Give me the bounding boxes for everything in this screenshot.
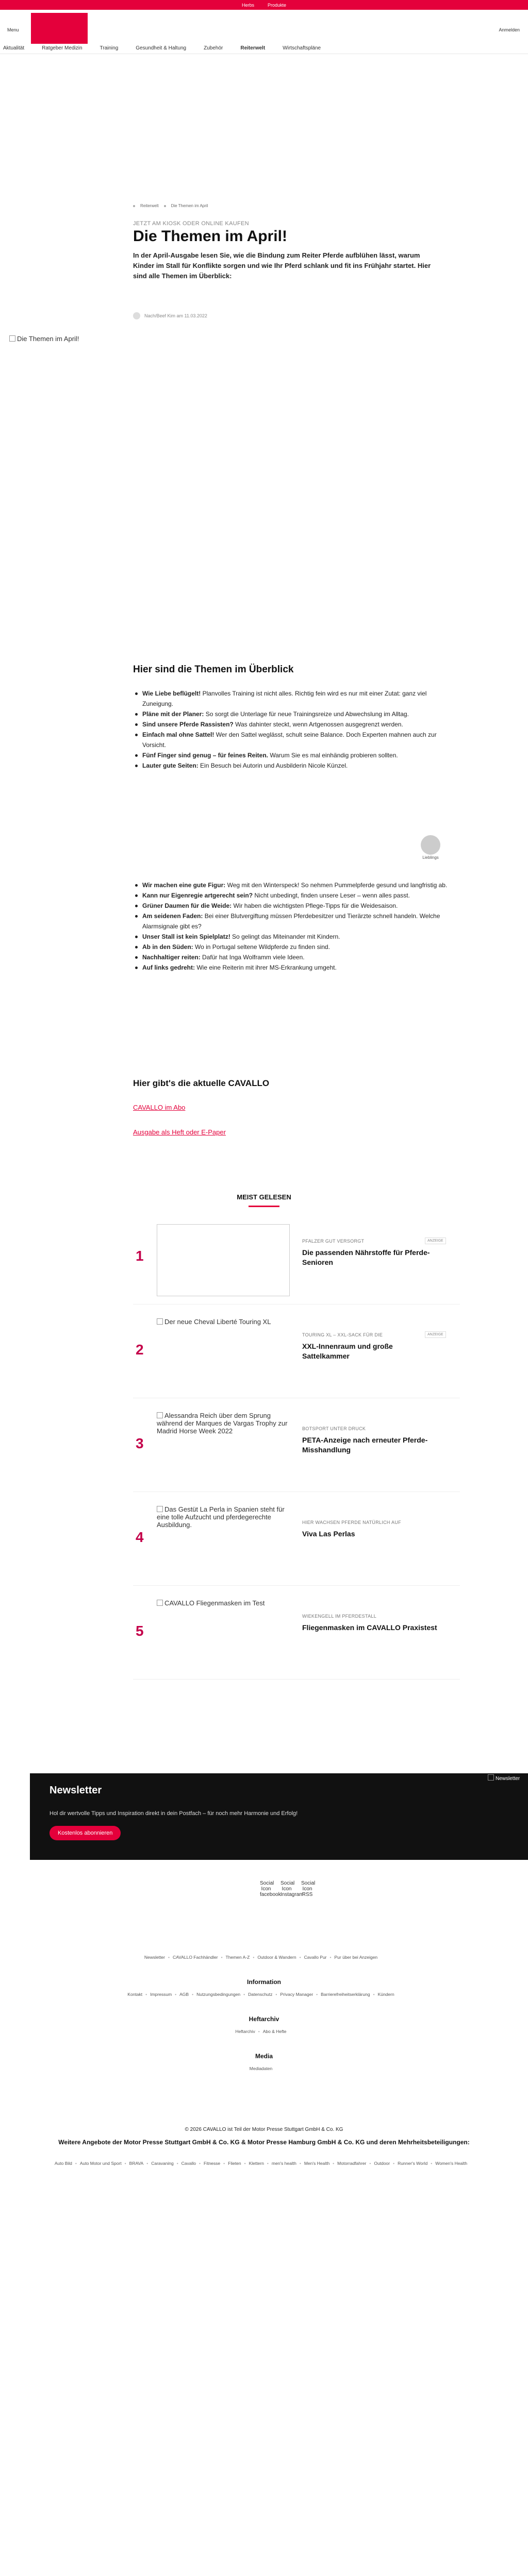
most-read-title: MEIST GELESEN [237,1193,291,1201]
topic-title: Fünf Finger sind genug – für feines Reiten. [142,752,269,759]
topic-item [133,750,453,760]
item-kicker: WIEKENGELL IM PFERDESTALL [302,1614,377,1619]
footer-heft-title: Heftarchiv [249,2015,279,2023]
footer-link[interactable]: AGB • [179,1992,196,1997]
footer-link[interactable]: Auto Bild • [55,2161,80,2166]
rank-number: 2 [136,1342,144,1358]
footer-links-media [0,2066,528,2071]
topic-text: Was dahinter steckt, wenn Artgenossen ausgegrenzt werden. [233,721,403,728]
article-lead: In der April-Ausgabe lesen Sie, wie die Bindung zum Reiter Pferde aufblühen lässt, warum Kinder im Stall für Konflikte sorgen und wie Ihr Pferd schlank und fit ins Frühjahr startet. Hier sind alle Themen im Überblick: [133,251,431,280]
breadcrumb [133,204,442,208]
nav-item-ratgeber[interactable]: Ratgeber Medizin [42,45,82,51]
topbar-link-1[interactable]: Herbs [241,2,254,8]
most-read-item[interactable] [133,1222,460,1304]
newsletter-text: Hol dir wertvolle Tipps und Inspiration direkt in dein Postfach – für noch mehr Harmonie und Erfolg! [50,1810,298,1817]
broken-image-icon [157,1318,163,1325]
menu-button[interactable]: Menu [7,27,19,32]
item-headline[interactable]: XXL-Innenraum und große Sattelkammer [302,1342,393,1360]
topic-text: Dafür hat Inga Wolframm viele Ideen. [200,954,305,961]
footer-link[interactable]: BRAVA • [129,2161,152,2166]
topic-item [133,730,453,750]
footer-link[interactable]: Women's Health [435,2161,468,2166]
newsletter-image-alt: Newsletter [496,1776,520,1782]
footer-link[interactable]: Impressum • [150,1992,179,1997]
article-thumbnail[interactable] [157,1412,290,1484]
newsletter-title: Newsletter [50,1785,102,1796]
item-headline[interactable]: PETA-Anzeige nach erneuter Pferde-Misshandlung [302,1436,428,1454]
author-avatar [133,312,140,319]
footer-link[interactable]: Men's Health • [304,2161,337,2166]
article-thumbnail[interactable] [157,1505,290,1578]
topic-title: Nachhaltiger reiten: [142,954,201,961]
footer-link[interactable]: Auto Motor und Sport • [80,2161,129,2166]
topic-item [133,760,453,771]
topic-text: So sorgt die Unterlage für neue Trainingsreize und Abwechslung im Alltag. [204,710,409,718]
brand-links [10,2159,518,2168]
most-read-item[interactable] [133,1316,460,1398]
byline-text: Nach/Beef Kim am 11.03.2022 [144,313,207,318]
topic-title: Sind unsere Pferde Rassisten? [142,721,234,728]
breadcrumb-item-reiterwelt[interactable]: Reiterwelt [140,204,159,208]
copyright: © 2026 CAVALLO ist Teil der Motor Presse Stuttgart GmbH & Co. KG [185,2127,343,2132]
footer-info-title: Information [247,1978,281,1986]
newsletter-box [30,1773,528,1860]
item-kicker: PFALZER GUT VERSORGT [302,1239,365,1244]
topic-title: Lauter gute Seiten: [142,762,199,769]
facebook-icon[interactable]: Social Icon facebook [260,1880,281,1897]
footer-link[interactable]: Outdoor & Wandern • [257,1955,304,1960]
footer-links-heft [0,2029,528,2034]
rank-number: 4 [136,1529,144,1545]
topic-item [133,880,453,890]
topic-title: Ab in den Süden: [142,943,193,951]
footer-link[interactable]: Outdoor • [374,2161,398,2166]
footer-link[interactable]: CAVALLO Fachhändler • [173,1955,226,1960]
article-thumbnail[interactable] [157,1599,290,1671]
teaser-label: Lieblings [422,855,439,860]
cavallo-logo[interactable] [31,13,88,44]
footer-link[interactable]: Runner's World • [398,2161,435,2166]
thumbnail-alt: Der neue Cheval Liberté Touring XL [164,1318,271,1326]
rank-number: 5 [136,1623,144,1639]
breadcrumb-item-current: Die Themen im April [171,204,208,208]
topic-title: Am seidenen Faden: [142,912,203,920]
footer-link[interactable]: Barrierefreiheitserklärung • [321,1992,377,1997]
instagram-icon[interactable]: Social Icon Instagram [280,1880,304,1897]
login-button[interactable]: Anmelden [499,27,520,32]
topic-item [133,931,453,942]
footer-media-title: Media [255,2053,273,2060]
article-thumbnail[interactable] [157,1224,290,1296]
separator-icon [164,205,166,207]
newsletter-subscribe-button[interactable]: Kostenlos abonnieren [50,1826,121,1840]
topic-title: Kann nur Eigenregie artgerecht sein? [142,892,253,899]
ad-badge: ANZEIGE [425,1238,446,1244]
footer-link[interactable]: Cavallo • [182,2161,204,2166]
topic-text: Wir haben die wichtigsten Pflege-Tipps für die Weidesaison. [232,902,398,909]
page-title: Die Themen im April! [133,228,287,245]
top-bar [0,0,528,10]
further-offers: Weitere Angebote der Motor Presse Stuttgart GmbH & Co. KG & Motor Presse Hamburg GmbH & Co. KG und deren Mehrheitsbeteiligungen: [58,2139,470,2146]
footer-link[interactable]: Newsletter • [144,1955,173,1960]
topic-item [133,952,453,962]
newsletter-image [487,1773,528,1860]
social-links [260,1880,314,1897]
item-headline[interactable]: Fliegenmasken im CAVALLO Praxistest [302,1623,437,1632]
topic-text: Wie eine Reiterin mit ihrer MS-Erkrankung umgeht. [195,964,337,971]
nav-item-gesundheit[interactable]: Gesundheit & Haltung [136,45,187,51]
ad-badge: ANZEIGE [425,1331,446,1338]
topic-text: Wer den Sattel weglässt, schult seine Balance. Doch Experten mahnen auch zur Vorsicht. [142,731,437,749]
topic-text: Warum Sie es mal einhändig probieren sollten. [268,752,398,759]
article-thumbnail[interactable] [157,1318,290,1390]
footer-link[interactable]: Abo & Hefte [262,2029,287,2034]
site-header [0,10,528,54]
footer-link[interactable]: Caravaning • [151,2161,181,2166]
topic-title: Wie Liebe beflügelt! [142,690,201,697]
thumbnail-alt: Alessandra Reich über dem Sprung während der Marques de Vargas Trophy zur Madrid Horse Week 2022 [157,1412,288,1435]
topic-text: Weg mit den Winterspeck! So nehmen Pummelpferde gesund und langfristig ab. [225,882,448,889]
article-overline: JETZT AM KIOSK ODER ONLINE KAUFEN [133,221,249,227]
current-issue-heading: Hier gibt's die aktuelle CAVALLO [133,1078,270,1088]
topic-title: Wir machen eine gute Figur: [142,882,226,889]
footer-link[interactable]: Privacy Manager • [280,1992,321,1997]
topic-item [133,962,453,973]
article-byline [133,312,442,319]
topic-item [133,709,453,719]
footer-link[interactable]: Kündern [377,1992,394,1997]
footer-links-main [0,1955,528,1960]
footer-link[interactable]: Mediadaten [249,2066,273,2071]
abo-link[interactable]: CAVALLO im Abo [133,1104,186,1111]
nav-item-aktualitaet[interactable]: Aktualität [3,45,25,51]
nav-item-reiterwelt[interactable]: Reiterwelt [240,45,266,51]
footer-link[interactable]: Nutzungsbedingungen • [196,1992,248,1997]
most-read-item[interactable] [133,1597,460,1680]
topic-item [133,688,453,709]
topic-text: Wo in Portugal seltene Wildpferde zu finden sind. [193,943,330,951]
topic-item [133,890,453,901]
nav-item-zubehoer[interactable]: Zubehör [204,45,223,51]
topic-text: Bei einer Blutvergiftung müssen Pferdebesitzer und Tierärzte schnell handeln. Welche Alarmsignale gibt es? [142,912,440,930]
most-read-item[interactable] [133,1410,460,1492]
footer-link[interactable]: Pur über bei Anzeigen [334,1955,378,1960]
thumbnail-alt: CAVALLO Fliegenmasken im Test [164,1599,265,1607]
topic-title: Grüner Daumen für die Weide: [142,902,232,909]
footer-link[interactable]: Flieten • [228,2161,249,2166]
rank-number: 3 [136,1435,144,1451]
footer-links-info [0,1992,528,1997]
hero-image [8,335,520,654]
broken-image-icon [157,1600,163,1606]
footer-link[interactable]: Heftarchiv • [235,2029,262,2034]
footer-link[interactable]: Datenschutz • [248,1992,280,1997]
footer-link[interactable]: Kontakt • [127,1992,150,1997]
item-headline[interactable]: Die passenden Nährstoffe für Pferde-Senioren [302,1248,430,1266]
footer-link[interactable]: Themen A-Z • [226,1955,258,1960]
nav-item-training[interactable]: Training [100,45,119,51]
home-icon[interactable] [133,205,135,207]
item-kicker: TOURING XL – XXL-SACK FÜR DIE [302,1332,383,1337]
broken-image-icon [488,1774,494,1781]
topic-text: Nicht unbedingt, finden unsere Leser – wenn alles passt. [253,892,410,899]
epaper-link[interactable]: Ausgabe als Heft oder E-Paper [133,1128,226,1136]
most-read-item[interactable] [133,1503,460,1586]
topic-item [133,901,453,911]
topic-item [133,942,453,952]
teaser-circle [421,835,440,855]
footer-link[interactable]: Motorradfahrer • [337,2161,374,2166]
topic-text: Ein Besuch bei Autorin und Ausbilderin Nicole Künzel. [198,762,348,769]
rank-number: 1 [136,1248,144,1264]
topic-item [133,911,453,931]
item-kicker: HIER WACHSEN PFERDE NATÜRLICH AUF [302,1520,401,1525]
topic-title: Pläne mit der Planer: [142,710,204,718]
most-read-underline [249,1206,279,1207]
topics-list-2 [133,880,453,973]
thumbnail-alt: Das Gestüt La Perla in Spanien steht für eine tolle Aufzucht und pferdegerechte Ausbildung. [157,1505,285,1529]
footer-link[interactable]: Cavallo Pur • [304,1955,335,1960]
topic-item [133,719,453,730]
topics-list-1 [133,688,453,771]
item-kicker: BOTSPORT UNTER DRUCK [302,1426,366,1431]
overview-heading: Hier sind die Themen im Überblick [133,664,294,675]
item-headline[interactable]: Viva Las Perlas [302,1530,355,1538]
footer-link[interactable]: Fitnesse • [204,2161,228,2166]
broken-image-icon [9,335,15,342]
rss-icon[interactable]: Social Icon RSS [301,1880,316,1897]
hero-image-alt: Die Themen im April! [17,335,79,343]
topic-text: Planvolles Training ist nicht alles. Richtig fein wird es nur mit einer Zutat: ganz viel Zuneigung. [142,690,427,707]
topic-title: Auf links gedreht: [142,964,195,971]
main-navigation [0,42,528,54]
topic-title: Unser Stall ist kein Spielplatz! [142,933,230,940]
broken-image-icon [157,1506,163,1512]
topbar-link-2[interactable]: Produkte [267,2,287,8]
footer-link[interactable]: Klettern • [249,2161,272,2166]
nav-item-wirtschaft[interactable]: Wirtschaftspläne [283,45,321,51]
footer-link[interactable]: men's health • [272,2161,304,2166]
topic-text: So gelingt das Miteinander mit Kindern. [230,933,340,940]
broken-image-icon [157,1412,163,1418]
lieblings-teaser[interactable] [419,835,442,859]
topic-title: Einfach mal ohne Sattel! [142,731,214,738]
